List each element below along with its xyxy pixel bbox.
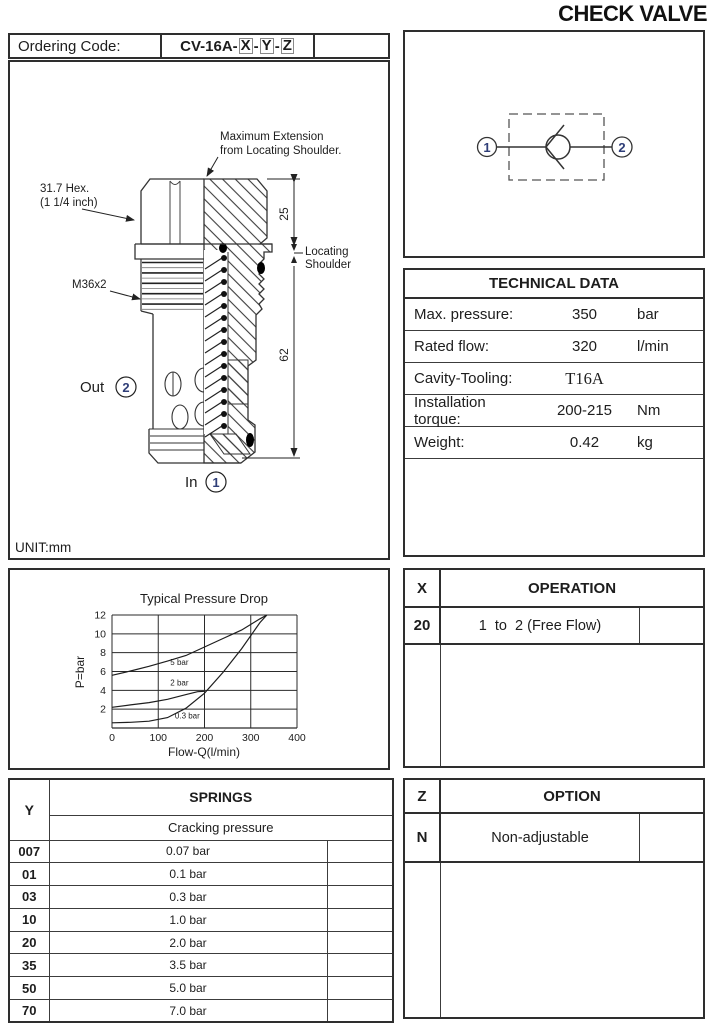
symbol-port2-number: 2 [618,140,626,155]
tech-label: Rated flow: [414,338,490,355]
option-header-row [405,780,703,814]
ordering-code-strip [8,33,390,59]
hex-leader [82,209,134,220]
tech-row-max-pressure [405,299,703,331]
option-col-letter: Z [405,780,441,812]
spring-value: 1.0 bar [49,908,327,931]
dim-62-label: 62 [277,348,291,362]
valve-drawing-panel [8,60,390,560]
flange-outline [135,244,204,259]
spring-empty-cell [327,954,393,977]
in-port-number: 1 [212,475,220,490]
x-tick-label: 400 [288,732,306,744]
table-row [9,840,393,863]
spring-empty-cell [327,1000,393,1023]
max-extension-leader [207,157,218,176]
x-tick-label: 0 [109,732,115,744]
spring-wire-dot [221,387,227,393]
spring-wire-dot [221,351,227,357]
springs-table [8,778,394,1023]
springs-col-letter: Y [9,779,49,840]
tech-unit: Nm [637,402,661,419]
tech-row-weight [405,427,703,459]
spring-code: 007 [9,840,49,863]
shoulder-arrow-up [291,256,297,263]
spring-value: 0.07 bar [49,840,327,863]
spring-empty-cell [327,931,393,954]
spring-empty-cell [327,908,393,931]
poppet-section [228,360,248,404]
spring-wire-dot [221,291,227,297]
thread-size-label: M36x2 [72,279,107,291]
table-row [9,977,393,1000]
tech-label: Weight: [414,434,465,451]
spring-empty-cell [327,840,393,863]
out-label: Out [80,379,105,396]
hex-facet-notch [170,181,180,185]
operation-table-panel [403,568,705,768]
thread-body-step [141,311,153,314]
operation-col-letter: X [405,570,441,606]
unit-label: UNIT:mm [15,540,72,555]
option-text: Non-adjustable [491,829,589,846]
hex-size-label-2: (1 1/4 inch) [40,197,98,209]
y-tick-label: 6 [100,666,106,678]
tech-value: 350 [571,306,598,323]
ordering-code-prefix: CV-16A- [180,37,238,55]
ordering-code-box-x: X [240,37,251,54]
option-header: OPTION [543,787,601,805]
ordering-code-empty-cell [315,35,388,57]
springs-subheader: Cracking pressure [49,815,393,840]
spring-value: 0.3 bar [49,886,327,909]
pressure-drop-chart [10,570,388,768]
spring-wire-dot [221,267,227,273]
y-tick-label: 4 [100,684,106,697]
option-table-panel [403,778,705,1019]
table-row [9,886,393,909]
chart-grid [94,610,306,745]
ordering-code-label: Ordering Code: [10,35,162,57]
pressure-drop-panel [8,568,390,770]
tech-row-rated-flow [405,331,703,363]
spring-code: 10 [9,908,49,931]
option-data-row [405,814,703,863]
tech-unit: kg [637,434,653,451]
tech-label: Max. pressure: [414,306,514,323]
max-extension-label-1: Maximum Extension [220,131,324,143]
dim-25-label: 25 [277,207,291,221]
thread-lines [142,263,203,310]
table-row [9,954,393,977]
tech-label: Installation torque: [414,393,486,428]
spring-code: 03 [9,886,49,909]
spring-wire-dot [221,375,227,381]
spring-wire-dot [221,279,227,285]
operation-header-row [405,570,703,608]
ordering-code-box-y: Y [261,37,272,54]
curve-0.3-bar [112,615,267,723]
locating-shoulder-label-1: Locating [305,246,349,258]
spring-wire-dot [221,339,227,345]
spring-wire-dot [221,399,227,405]
hex-size-label-1: 31.7 Hex. [40,183,90,195]
ordering-code-sep: - [274,37,280,55]
spring-value: 2.0 bar [49,931,327,954]
spring-code: 70 [9,1000,49,1023]
shoulder-arrow-down [291,244,297,251]
center-port-arc [195,368,204,392]
ordering-code-box-z: Z [282,37,292,54]
technical-data-panel [403,268,705,557]
spring-wire-dot [221,363,227,369]
tech-value: T16A [565,368,604,388]
y-tick-label: 10 [94,628,106,641]
tech-row-cavity-tooling [405,363,703,395]
tech-value: 0.42 [569,434,600,451]
x-tick-label: 100 [149,732,168,744]
ordering-code-sep: - [253,37,259,55]
page-title: CHECK VALVE [558,1,707,26]
spring-code: 50 [9,977,49,1000]
curve-label: 5 bar [170,657,189,667]
check-valve-symbol [405,32,703,256]
table-row [9,908,393,931]
spring-value: 5.0 bar [49,977,327,1000]
spring-wire-dot [221,255,227,261]
out-port-number: 2 [122,380,130,395]
operation-empty-code-col [405,645,441,766]
springs-header-row [9,779,393,815]
spring-empty-cell [327,886,393,909]
spring-code: 01 [9,863,49,886]
spring-wire-dot [221,411,227,417]
operation-code: 20 [405,608,441,643]
operation-empty-cell [639,608,703,643]
spring-code: 20 [9,931,49,954]
tech-value: 320 [571,338,598,355]
option-code: N [405,814,441,861]
chart-ylabel: P=bar [73,655,87,689]
hex-outline [141,179,204,244]
technical-data-header: TECHNICAL DATA [405,270,703,299]
symbol-seat-chevron [546,125,564,169]
spring-wire-dot [221,315,227,321]
spring-wire-dot [221,303,227,309]
option-empty-cell [639,814,703,861]
table-row [9,1000,393,1023]
symbol-ball-circle [546,135,570,159]
operation-empty-area [405,645,703,766]
y-tick-label: 8 [100,647,106,660]
side-port-hole [172,405,188,429]
x-tick-label: 200 [195,732,214,744]
springs-header: SPRINGS [49,779,393,815]
operation-header: OPERATION [527,579,617,597]
curve-label: 0.3 bar [174,711,200,721]
symbol-port1-number: 1 [483,140,491,155]
table-row [9,863,393,886]
spring-code: 35 [9,954,49,977]
x-tick-label: 300 [241,732,260,744]
ordering-code-value [162,35,315,57]
oring-seal-shoulder [257,262,265,274]
valve-section-drawing [10,62,388,558]
thread-leader [110,291,140,299]
operation-data-row [405,608,703,645]
tech-value: 200-215 [556,402,613,419]
spring-empty-cell [327,977,393,1000]
tech-row-installation-torque [405,395,703,427]
spring-empty-cell [327,863,393,886]
y-tick-label: 2 [100,703,106,716]
option-empty-code-col [405,863,441,1017]
chart-title: Typical Pressure Drop [140,591,268,606]
max-extension-label-2: from Locating Shoulder. [220,145,342,157]
springs-subheader-row [9,815,393,840]
hydraulic-symbol-panel [403,30,705,258]
center-port-arc [195,402,204,426]
spring-value: 7.0 bar [49,1000,327,1023]
in-label: In [185,474,198,491]
tech-unit: bar [637,306,659,323]
tech-unit: l/min [637,338,669,355]
tech-label: Cavity-Tooling: [414,370,513,387]
option-empty-area [405,863,703,1017]
oring-seal-lower [246,433,254,447]
spring-value: 0.1 bar [49,863,327,886]
spring-wire-dot [221,327,227,333]
chart-xlabel: Flow-Q(l/min) [168,745,240,759]
spring-value: 3.5 bar [49,954,327,977]
locating-shoulder-label-2: Shoulder [305,259,352,271]
curve-label: 2 bar [170,678,189,688]
spring-wire-dot [221,423,227,429]
y-tick-label: 12 [94,609,106,622]
operation-text: 1 to 2 (Free Flow) [478,617,602,634]
table-row [9,931,393,954]
chart-curves [112,615,267,723]
